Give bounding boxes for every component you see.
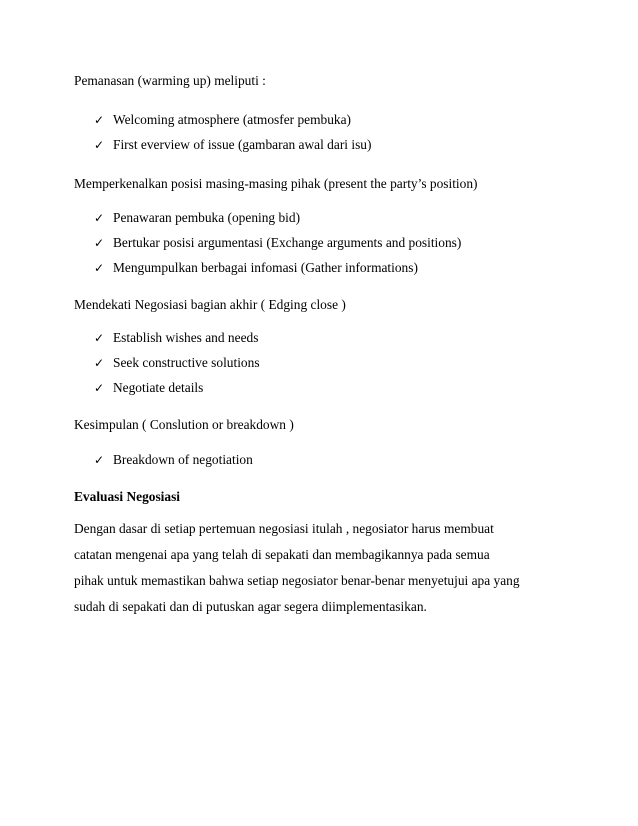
evaluation-heading: Evaluasi Negosiasi [74, 489, 181, 504]
list-item-text: Negotiate details [113, 380, 204, 395]
list-item-text: Seek constructive solutions [113, 355, 260, 370]
paragraph-line: catatan mengenai apa yang telah di sepakati dan membagikannya pada semua [74, 547, 490, 562]
list-item-text: Breakdown of negotiation [113, 452, 253, 467]
list-item [94, 137, 371, 153]
list-item [94, 210, 300, 226]
list-item [94, 112, 351, 128]
list-item [94, 330, 258, 346]
section-heading-conclusion: Kesimpulan ( Conslution or breakdown ) [74, 417, 294, 432]
checkmark-icon: ✓ [94, 138, 105, 152]
list-item-text: Establish wishes and needs [113, 330, 259, 345]
list-item [94, 355, 260, 371]
checkmark-icon: ✓ [94, 113, 105, 127]
list-item-text: First everview of issue (gambaran awal dari isu) [113, 137, 372, 152]
list-item [94, 452, 253, 468]
checkmark-icon: ✓ [94, 331, 105, 345]
checkmark-icon: ✓ [94, 356, 105, 370]
paragraph-line: pihak untuk memastikan bahwa setiap negosiator benar-benar menyetujui apa yang [74, 573, 520, 588]
checkmark-icon: ✓ [94, 261, 105, 275]
paragraph-line: sudah di sepakati dan di putuskan agar segera diimplementasikan. [74, 599, 427, 614]
checkmark-icon: ✓ [94, 381, 105, 395]
list-item [94, 235, 461, 251]
list-item [94, 260, 418, 276]
list-item [94, 380, 203, 396]
checkmark-icon: ✓ [94, 211, 105, 225]
list-item-text: Bertukar posisi argumentasi (Exchange arguments and positions) [113, 235, 462, 250]
paragraph-line: Dengan dasar di setiap pertemuan negosiasi itulah , negosiator harus membuat [74, 521, 494, 536]
section-heading-warming-up: Pemanasan (warming up) meliputi : [74, 73, 266, 88]
list-item-text: Mengumpulkan berbagai infomasi (Gather informations) [113, 260, 418, 275]
checkmark-icon: ✓ [94, 236, 105, 250]
list-item-text: Penawaran pembuka (opening bid) [113, 210, 301, 225]
list-item-text: Welcoming atmosphere (atmosfer pembuka) [113, 112, 352, 127]
section-heading-edging-close: Mendekati Negosiasi bagian akhir ( Edging close ) [74, 297, 346, 312]
checkmark-icon: ✓ [94, 453, 105, 467]
section-heading-present-position: Memperkenalkan posisi masing-masing pihak (present the party’s position) [74, 176, 478, 191]
